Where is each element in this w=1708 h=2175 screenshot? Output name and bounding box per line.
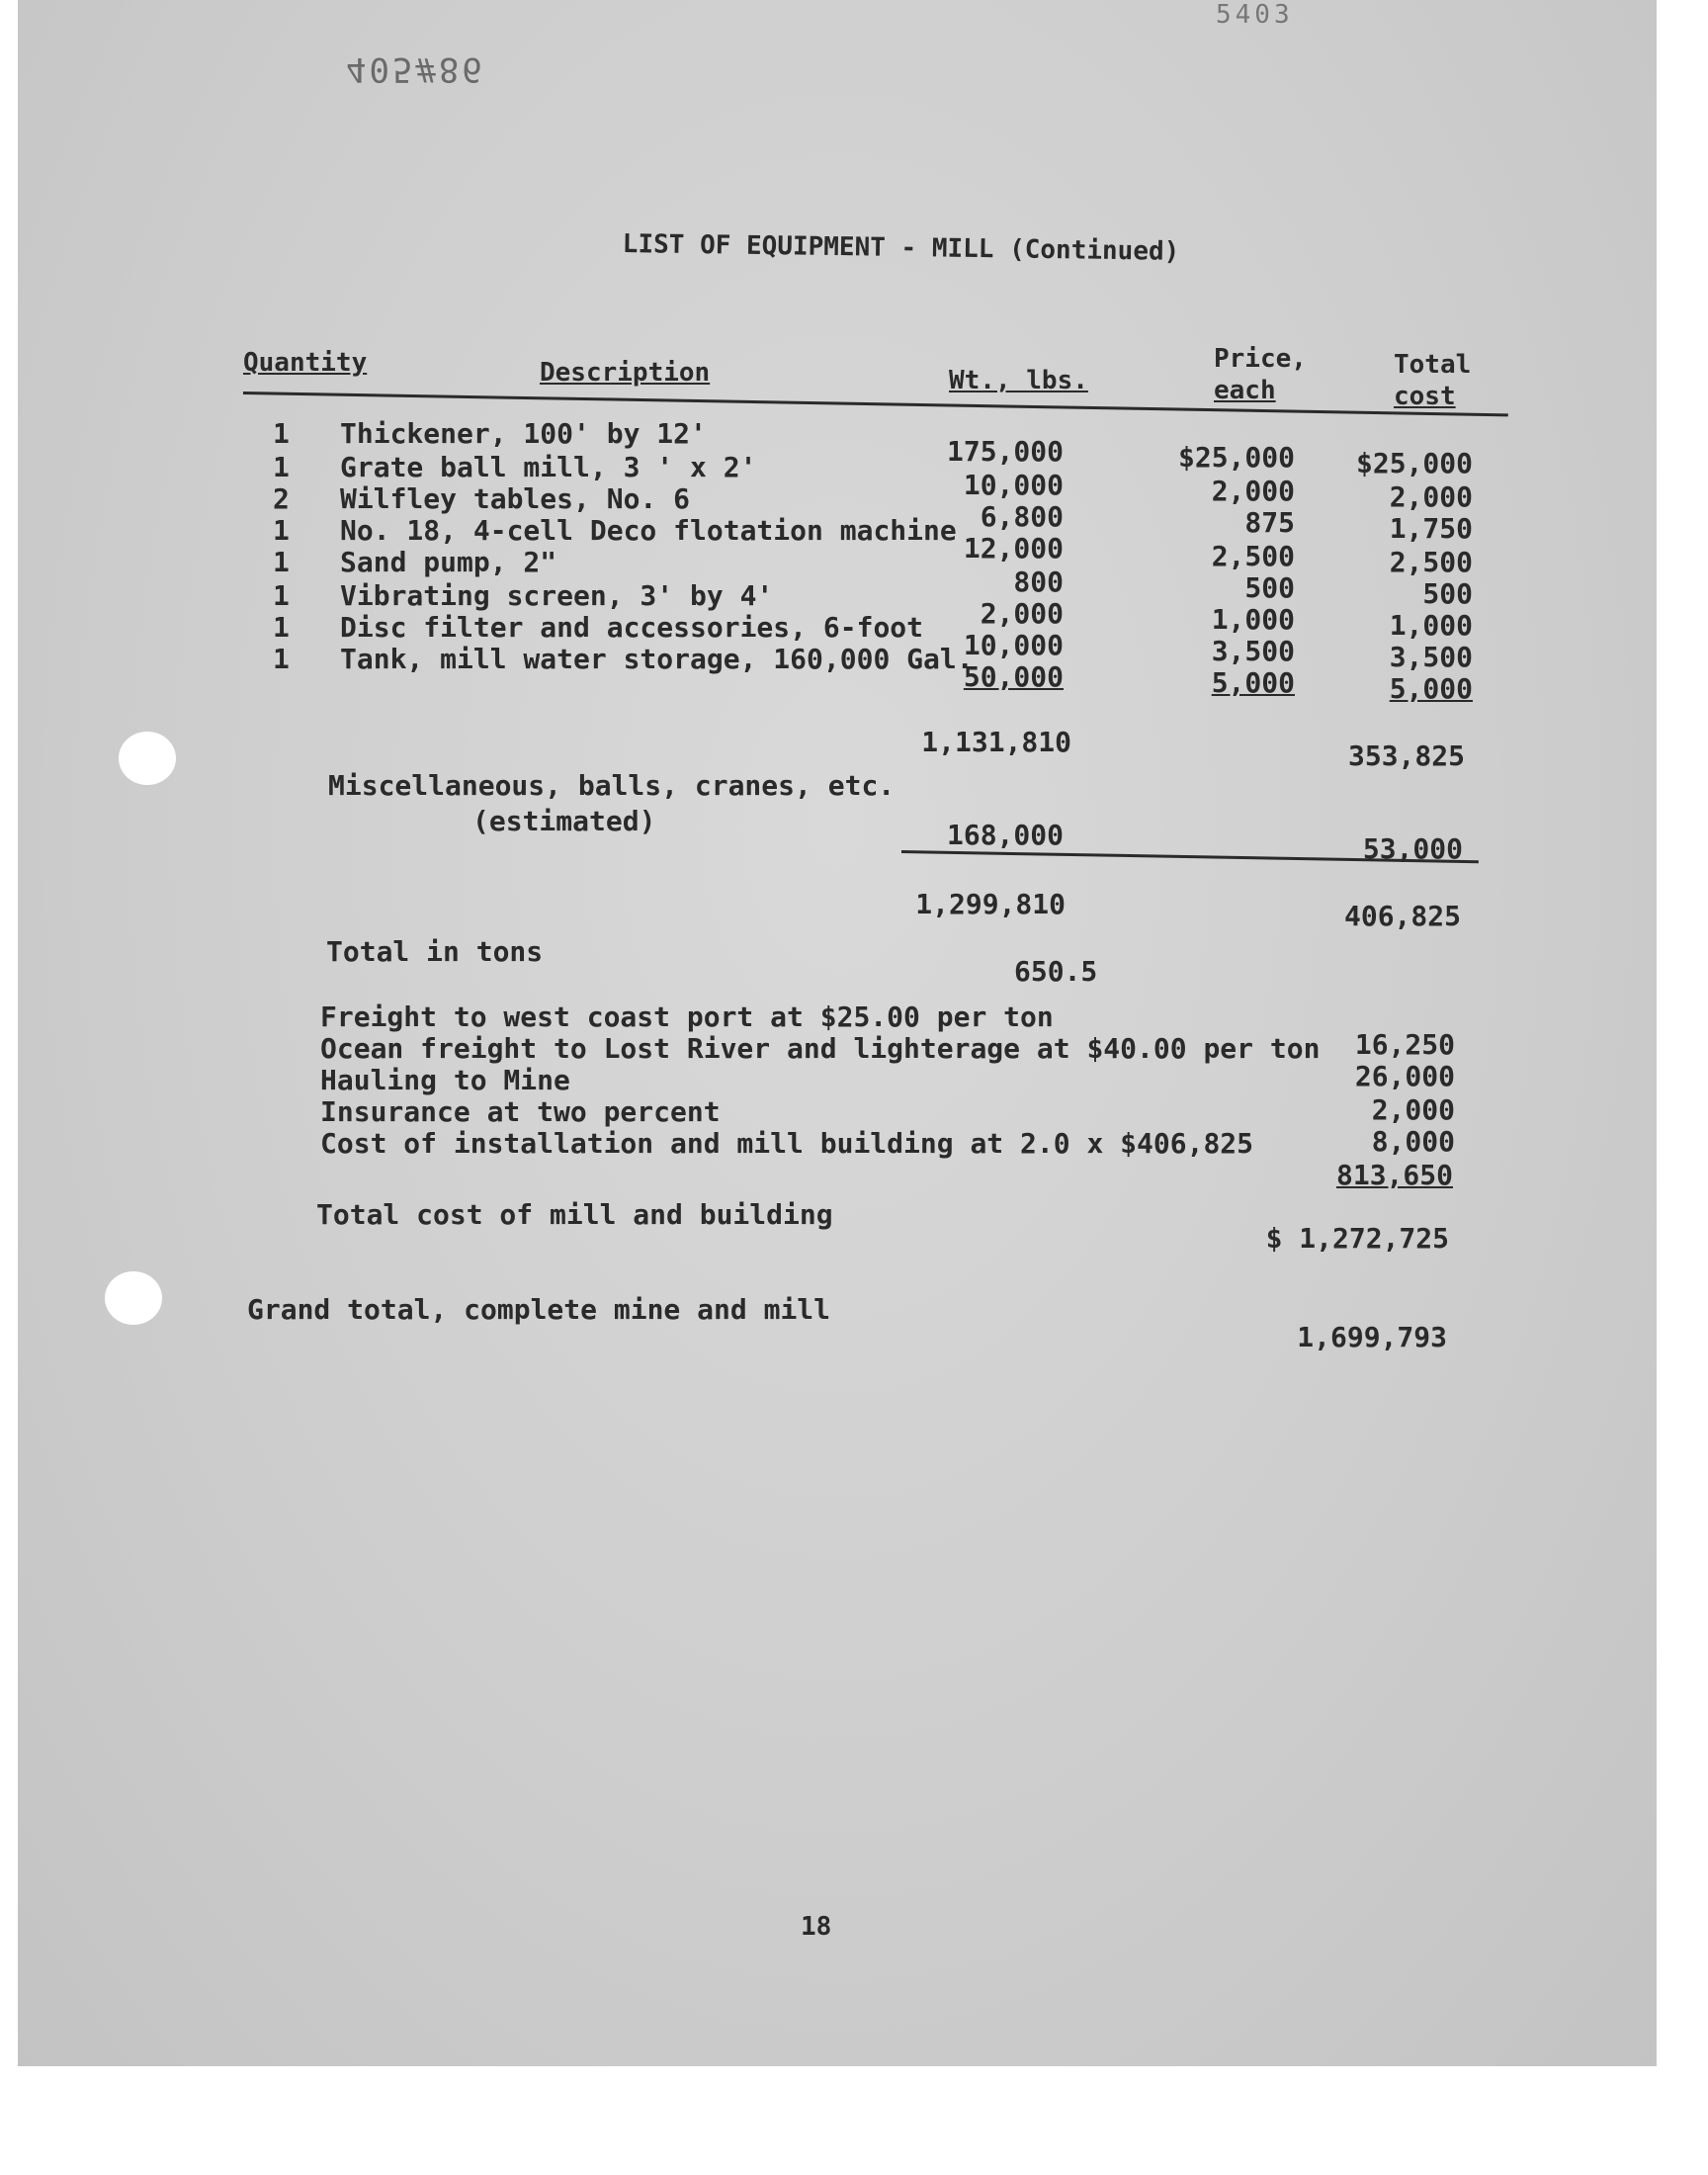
row-quantity: 1 bbox=[273, 611, 290, 644]
row-total: 1,750 bbox=[1389, 512, 1473, 545]
row-description: Thickener, 100' by 12' bbox=[340, 417, 707, 450]
row-weight: 12,000 bbox=[963, 532, 1064, 565]
grand-total-value: 1,699,793 bbox=[1297, 1321, 1447, 1353]
row-price: 1,000 bbox=[1211, 603, 1295, 636]
row-price: 2,000 bbox=[1211, 475, 1295, 507]
charge-value: 26,000 bbox=[1354, 1060, 1455, 1092]
mill-total-label: Total cost of mill and building bbox=[316, 1198, 833, 1231]
misc-label-line2: (estimated) bbox=[472, 805, 656, 837]
subtotal-cost: 353,825 bbox=[1347, 740, 1465, 772]
punch-hole-bottom bbox=[105, 1271, 162, 1325]
tons-value: 650.5 bbox=[1014, 955, 1098, 988]
grand-total-label: Grand total, complete mine and mill bbox=[247, 1293, 831, 1326]
row-description: Grate ball mill, 3 ' x 2' bbox=[340, 451, 757, 483]
row-description: Wilfley tables, No. 6 bbox=[340, 482, 691, 515]
tons-label: Total in tons bbox=[326, 935, 544, 968]
row-price: 5,000 bbox=[1211, 666, 1295, 699]
row-total: $25,000 bbox=[1355, 447, 1473, 479]
subtotal-weight: 1,131,810 bbox=[921, 726, 1071, 758]
row-quantity: 1 bbox=[273, 643, 290, 675]
misc-weight: 168,000 bbox=[946, 819, 1064, 851]
row-description: No. 18, 4-cell Deco flotation machine bbox=[340, 514, 957, 547]
misc-label-line1: Miscellaneous, balls, cranes, etc. bbox=[328, 769, 896, 802]
row-quantity: 1 bbox=[273, 417, 290, 450]
sum-weight: 1,299,810 bbox=[915, 888, 1066, 920]
top-mark: 5403 bbox=[1216, 0, 1294, 30]
row-total: 5,000 bbox=[1389, 672, 1473, 705]
mill-total-value: $ 1,272,725 bbox=[1265, 1222, 1449, 1255]
row-weight: 800 bbox=[1013, 566, 1064, 598]
row-weight: 10,000 bbox=[963, 469, 1064, 501]
row-weight: 2,000 bbox=[980, 597, 1064, 630]
row-total: 1,000 bbox=[1389, 609, 1473, 642]
row-total: 500 bbox=[1422, 577, 1473, 610]
row-description: Vibrating screen, 3' by 4' bbox=[340, 579, 774, 612]
row-price: 875 bbox=[1244, 506, 1295, 539]
row-quantity: 1 bbox=[273, 546, 290, 578]
charge-label: Insurance at two percent bbox=[320, 1095, 721, 1128]
header-weight: Wt., lbs. bbox=[949, 366, 1088, 395]
row-total: 2,500 bbox=[1389, 546, 1473, 578]
row-weight: 6,800 bbox=[980, 500, 1064, 533]
row-weight: 50,000 bbox=[963, 660, 1064, 693]
page-title: LIST OF EQUIPMENT - MILL (Continued) bbox=[622, 229, 1180, 267]
row-quantity: 1 bbox=[273, 451, 290, 483]
row-total: 2,000 bbox=[1389, 480, 1473, 513]
header-price-line1: Price, bbox=[1214, 344, 1307, 374]
row-quantity: 1 bbox=[273, 579, 290, 612]
row-quantity: 2 bbox=[273, 482, 290, 515]
charge-label: Ocean freight to Lost River and lighterage at $40.00 per ton bbox=[320, 1032, 1321, 1065]
header-total-line1: Total bbox=[1394, 350, 1472, 380]
row-description: Sand pump, 2" bbox=[340, 546, 557, 578]
row-description: Disc filter and accessories, 6-foot bbox=[340, 611, 924, 644]
page-number: 18 bbox=[801, 1912, 832, 1942]
charge-value: 8,000 bbox=[1371, 1125, 1455, 1158]
row-quantity: 1 bbox=[273, 514, 290, 547]
header-price-line2: each bbox=[1214, 376, 1276, 405]
charge-value: 813,650 bbox=[1335, 1159, 1453, 1191]
charge-label: Freight to west coast port at $25.00 per ton bbox=[320, 1000, 1054, 1033]
punch-hole-top bbox=[119, 732, 176, 785]
row-price: 3,500 bbox=[1211, 635, 1295, 667]
charge-value: 2,000 bbox=[1371, 1093, 1455, 1126]
charge-value: 16,250 bbox=[1354, 1028, 1455, 1061]
row-price: 2,500 bbox=[1211, 540, 1295, 572]
misc-cost: 53,000 bbox=[1362, 832, 1463, 865]
row-price: $25,000 bbox=[1177, 441, 1295, 474]
row-price: 500 bbox=[1244, 571, 1295, 604]
row-description: Tank, mill water storage, 160,000 Gal. bbox=[340, 643, 974, 675]
header-total-line2: cost bbox=[1394, 382, 1456, 411]
charge-label: Hauling to Mine bbox=[320, 1064, 570, 1096]
stamp-number: 405#86 bbox=[346, 49, 485, 89]
row-total: 3,500 bbox=[1389, 641, 1473, 673]
row-weight: 10,000 bbox=[963, 629, 1064, 661]
sum-cost: 406,825 bbox=[1343, 900, 1461, 932]
charge-label: Cost of installation and mill building at 2.0 x $406,825 bbox=[320, 1127, 1254, 1160]
header-quantity: Quantity bbox=[243, 348, 368, 378]
row-weight: 175,000 bbox=[946, 435, 1064, 468]
header-description: Description bbox=[540, 358, 711, 388]
